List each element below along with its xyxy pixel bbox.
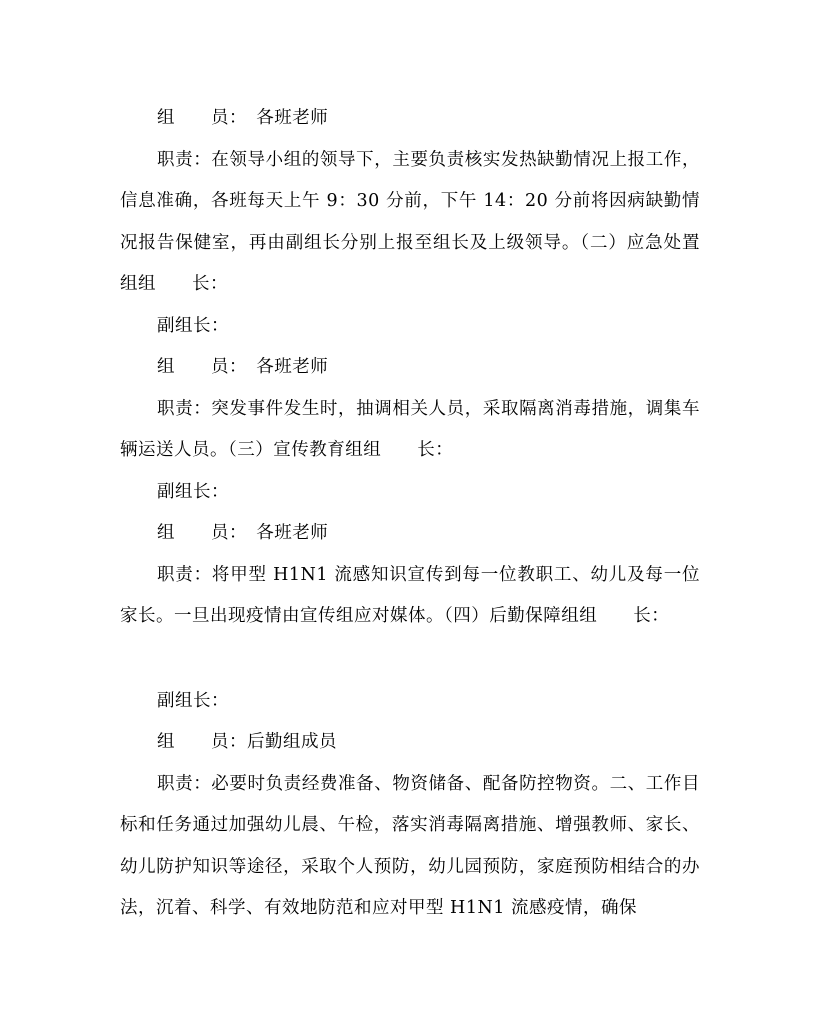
- duty-paragraph-2: 职责：突发事件发生时，抽调相关人员，采取隔离消毒措施，调集车辆运送人员。（三）宣传教育组组 长：: [120, 398, 700, 460]
- duty-paragraph-4: 职责：必要时负责经费准备、物资储备、配备防控物资。二、工作目标和任务通过加强幼儿晨、午检，落实消毒隔离措施、增强教师、家长、幼儿防护知识等途径，采取个人预防，幼儿园预防，家庭预防相结合的办法，沉着、科学、有效地防范和应对甲型 H1N1 流感疫情，确保: [120, 773, 700, 918]
- duty-paragraph-1: 职责：在领导小组的领导下，主要负责核实发热缺勤情况上报工作，信息准确，各班每天上午 9：30 分前，下午 14：20 分前将因病缺勤情况报告保健室，再由副组长分别上报至组长及上级领导。（二）应急处置组组 长：: [120, 149, 700, 294]
- member-line-2: 组 员： 各班老师: [157, 357, 329, 377]
- deputy-leader-line-2: 副组长：: [157, 481, 229, 502]
- paragraph-gap: [120, 638, 700, 681]
- document-body: [120, 98, 700, 930]
- deputy-leader-line-3: 副组长：: [157, 690, 229, 711]
- duty-paragraph-3: 职责：将甲型 H1N1 流感知识宣传到每一位教职工、幼儿及每一位家长。一旦出现疫情由宣传组应对媒体。（四）后勤保障组组 长：: [120, 564, 700, 626]
- member-line-3: 组 员： 各班老师: [157, 523, 329, 543]
- deputy-leader-line-1: 副组长：: [157, 315, 229, 336]
- member-line-1: 组 员： 各班老师: [157, 108, 329, 128]
- member-line-4: 组 员：后勤组成员: [157, 732, 337, 752]
